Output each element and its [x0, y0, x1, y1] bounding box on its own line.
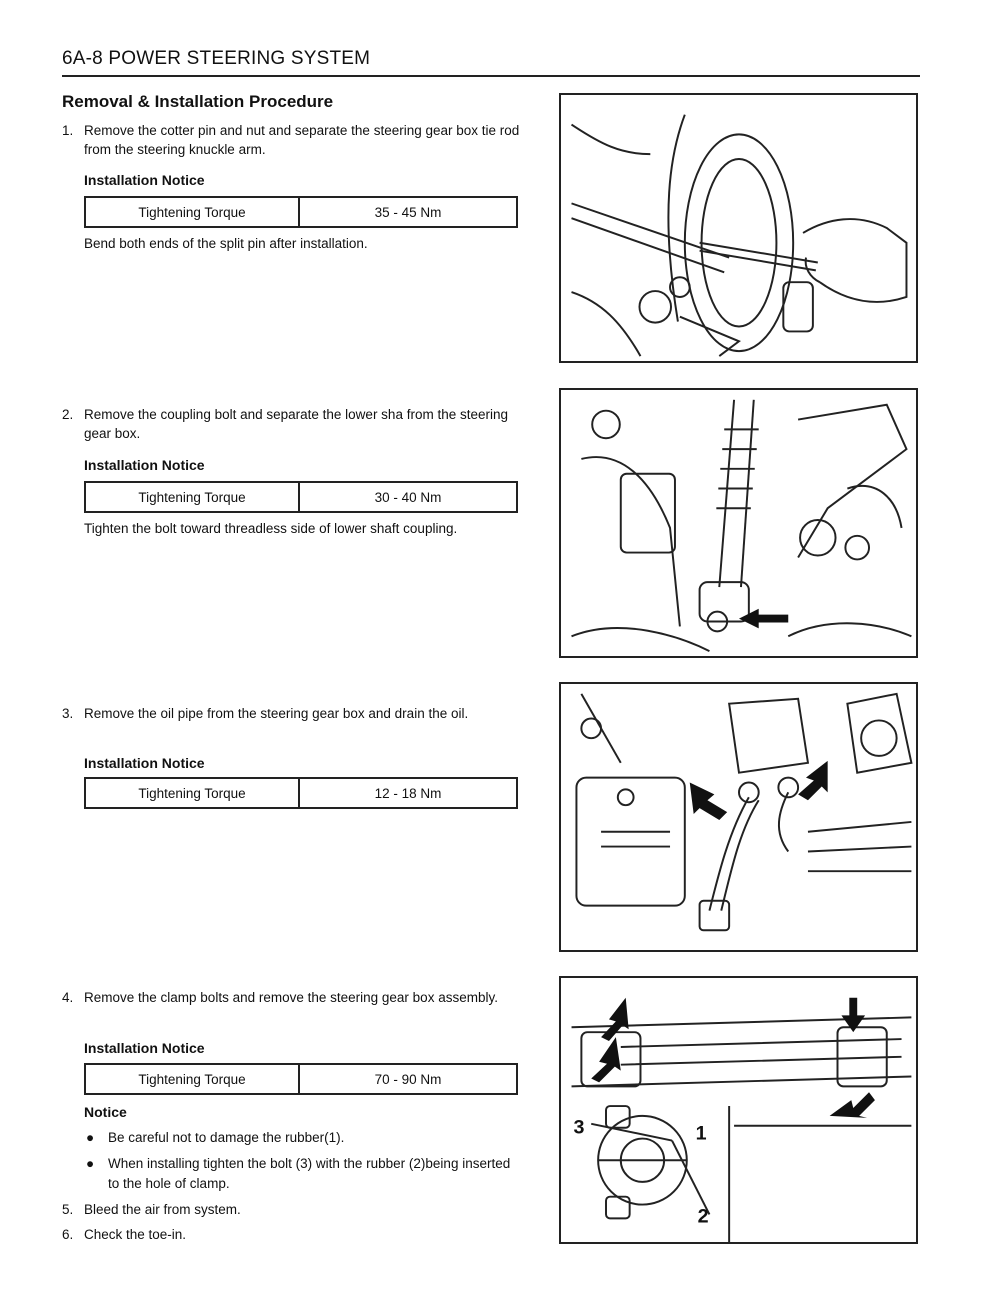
step-text: Remove the cotter pin and nut and separate the steering gear box tie rod from the steering knuckle arm.	[84, 123, 520, 157]
step-text: Remove the coupling bolt and separate the lower sha from the steering gear box.	[84, 407, 508, 441]
step-number: 3.	[62, 706, 74, 721]
installation-notice-label: Installation Notice	[84, 755, 205, 771]
arrow-icon	[601, 998, 629, 1041]
step-1	[62, 121, 522, 159]
torque-table	[84, 777, 518, 809]
oil-pipe-illustration	[561, 684, 916, 950]
notice-bullet	[84, 1154, 520, 1194]
tie-rod-illustration	[561, 95, 916, 361]
callout-2: 2	[697, 1205, 709, 1228]
torque-table	[84, 481, 518, 513]
torque-label: Tightening Torque	[86, 198, 300, 226]
step-6	[62, 1225, 522, 1244]
notice-bullet	[84, 1128, 520, 1148]
step-text: Remove the oil pipe from the steering gear box and drain the oil.	[84, 706, 469, 721]
step-text: Check the toe-in.	[84, 1227, 187, 1242]
arrow-right-icon	[798, 761, 828, 800]
header-rule	[62, 75, 920, 77]
coupling-illustration	[561, 390, 916, 656]
arrow-icon	[739, 609, 788, 629]
torque-label: Tightening Torque	[86, 1065, 300, 1093]
step-note: Tighten the bolt toward threadless side of lower shaft coupling.	[84, 521, 458, 536]
bullet-text: Be careful not to damage the rubber(1).	[108, 1130, 345, 1145]
torque-table	[84, 1063, 518, 1095]
figure-coupling-removal	[559, 388, 918, 658]
step-4	[62, 988, 522, 1007]
step-number: 1.	[62, 123, 74, 138]
torque-label: Tightening Torque	[86, 779, 300, 807]
torque-value: 35 - 45 Nm	[374, 204, 442, 220]
callout-3: 3	[573, 1116, 585, 1139]
installation-notice-label: Installation Notice	[84, 457, 205, 473]
page-title: 6A-8 POWER STEERING SYSTEM	[62, 48, 371, 69]
step-text: Bleed the air from system.	[84, 1202, 241, 1217]
torque-label: Tightening Torque	[86, 483, 300, 511]
torque-value: 30 - 40 Nm	[374, 489, 442, 505]
bullet-icon: ●	[86, 1130, 95, 1145]
figure-oil-pipe-removal	[559, 682, 918, 952]
clamp-illustration	[561, 978, 916, 1242]
figure-tie-rod-removal	[559, 93, 918, 363]
arrow-icon	[591, 1037, 621, 1082]
step-3	[62, 704, 522, 723]
notice-label: Notice	[84, 1104, 127, 1120]
installation-notice-label: Installation Notice	[84, 1040, 205, 1056]
arrow-left-icon	[690, 783, 727, 820]
torque-value: 12 - 18 Nm	[374, 785, 442, 801]
callout-1: 1	[695, 1122, 707, 1145]
page-header	[62, 48, 920, 70]
step-note: Bend both ends of the split pin after installation.	[84, 236, 368, 251]
section-title: Removal & Installation Procedure	[62, 92, 334, 111]
step-number: 4.	[62, 990, 74, 1005]
step-number: 5.	[62, 1202, 74, 1217]
arrow-icon	[830, 1092, 875, 1118]
step-number: 2.	[62, 407, 74, 422]
step-text: Remove the clamp bolts and remove the steering gear box assembly.	[84, 990, 498, 1005]
step-5	[62, 1200, 522, 1219]
step-number: 6.	[62, 1227, 74, 1242]
torque-value: 70 - 90 Nm	[374, 1071, 442, 1087]
step-2	[62, 405, 522, 443]
bullet-icon: ●	[86, 1156, 95, 1171]
installation-notice-label: Installation Notice	[84, 172, 205, 188]
bullet-text: When installing tighten the bolt (3) with the rubber (2)being inserted to the hole of clamp.	[108, 1156, 511, 1191]
figure-clamp-removal	[559, 976, 918, 1244]
torque-table	[84, 196, 518, 228]
